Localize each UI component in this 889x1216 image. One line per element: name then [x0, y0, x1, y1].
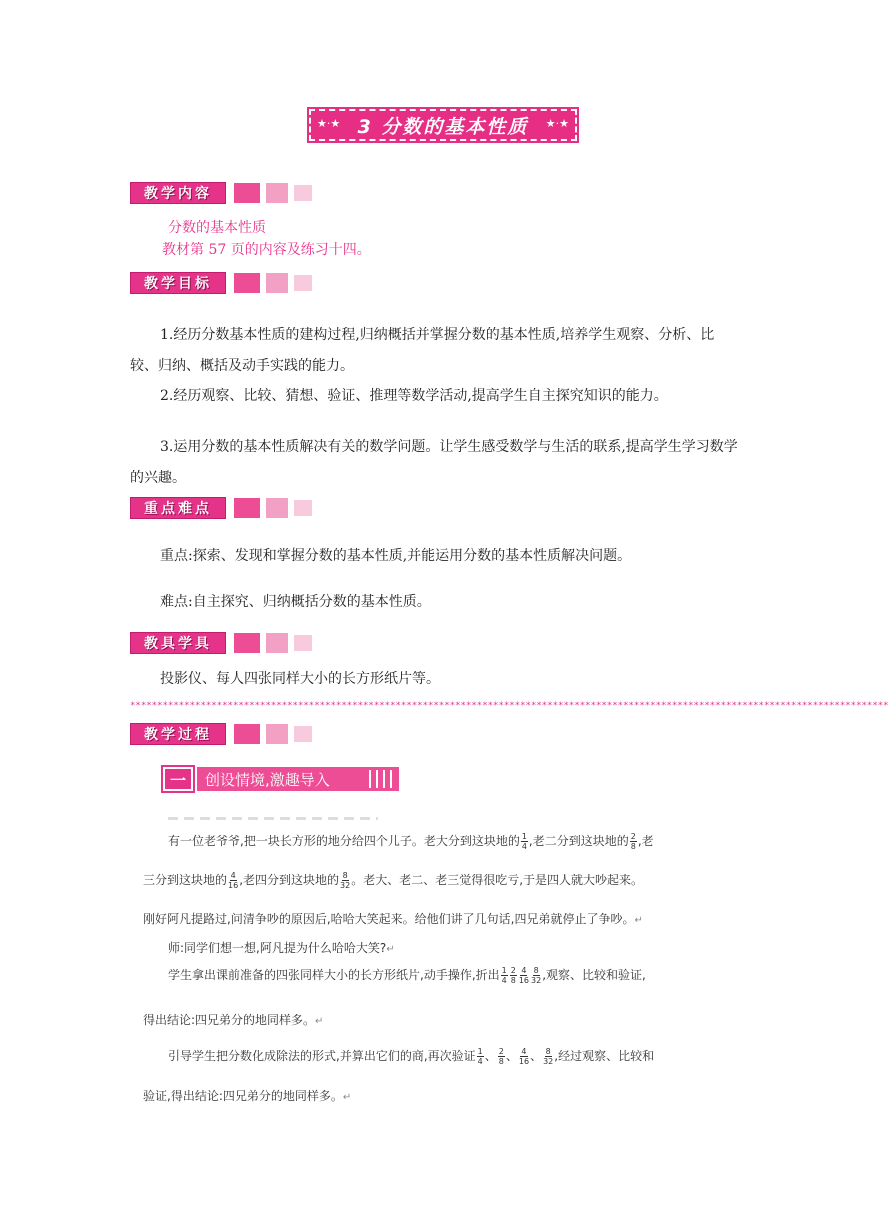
section-header-goals: [130, 271, 312, 295]
faint-scan-line: [168, 817, 378, 820]
content-topic: 分数的基本性质: [168, 220, 266, 236]
return-mark: ↵: [315, 1016, 324, 1027]
fraction-numerator: 2: [498, 1047, 504, 1056]
decor-square: [266, 498, 288, 518]
story-text: 得出结论:四兄弟分的地同样多。: [143, 1013, 316, 1027]
goal-item: 2.经历观察、比较、猜想、验证、推理等数学活动,提高学生自主探究知识的能力。: [160, 388, 668, 404]
fraction-numerator: 8: [342, 871, 348, 880]
story-line: [143, 1088, 351, 1106]
fraction: [519, 1047, 529, 1066]
fraction-denominator: 32: [531, 976, 542, 985]
fraction: [501, 966, 508, 985]
fraction-denominator: 16: [518, 976, 530, 985]
story-line: [168, 1047, 654, 1066]
subsection-number: 一: [163, 767, 193, 791]
decor-square: [294, 635, 312, 651]
separator-mark: 、: [484, 1049, 497, 1063]
story-text: 三分到这块地的: [143, 873, 228, 887]
return-mark: ↵: [634, 915, 643, 926]
fraction-numerator: 2: [510, 966, 516, 975]
story-text: 学生拿出课前准备的四张同样大小的长方形纸片,动手操作,折出: [168, 968, 500, 982]
section-header-tools: [130, 631, 312, 655]
decor-square: [266, 724, 288, 744]
story-line: [168, 966, 646, 985]
section-label: 重点难点: [130, 497, 226, 519]
story-text: ,经过观察、比较和: [554, 1049, 655, 1063]
decor-square: [266, 633, 288, 653]
story-line: [143, 1012, 323, 1030]
fraction-denominator: 8: [630, 842, 636, 851]
section-header-content: [130, 181, 312, 205]
story-text: ,老四分到这块地的: [239, 873, 340, 887]
fraction-denominator: 4: [521, 842, 527, 851]
story-text: 引导学生把分数化成除法的形式,并算出它们的商,再次验证: [168, 1049, 476, 1063]
subsection-title: 创设情境,激趣导入: [205, 770, 330, 789]
decor-square: [234, 273, 260, 293]
fraction-denominator: 16: [228, 881, 239, 890]
fraction-denominator: 32: [543, 1057, 554, 1066]
content-textbook-ref: 教材第 57 页的内容及练习十四。: [162, 242, 371, 258]
section-header-process: [130, 722, 312, 746]
fraction-denominator: 8: [498, 1057, 504, 1066]
fraction: [543, 1047, 553, 1066]
decorative-stars-left: ★·★: [317, 117, 341, 130]
section-label: 教学内容: [130, 182, 226, 204]
return-mark: ↵: [386, 944, 395, 955]
fraction: [498, 1047, 505, 1066]
story-line: [168, 832, 654, 851]
fraction-denominator: 4: [501, 976, 507, 985]
page-title-banner: [309, 109, 577, 141]
story-line: [143, 911, 643, 929]
decorative-stars-right: ★·★: [545, 117, 569, 130]
star-separator: ********************************************************************************************************************************************: [130, 701, 889, 711]
story-text: ,老二分到这块地的: [528, 834, 629, 848]
decor-square: [294, 500, 312, 516]
fraction-denominator: 32: [340, 881, 351, 890]
fraction: [630, 832, 637, 851]
story-line: [168, 940, 395, 958]
decor-square: [234, 633, 260, 653]
story-line: [143, 871, 643, 890]
fraction: [477, 1047, 484, 1066]
fraction-numerator: 2: [630, 832, 636, 841]
fraction: [531, 966, 541, 985]
section-label: 教具学具: [130, 632, 226, 654]
decor-square: [234, 498, 260, 518]
fraction-numerator: 4: [521, 1047, 527, 1056]
story-text: 验证,得出结论:四兄弟分的地同样多。: [143, 1089, 343, 1103]
story-text: 师:同学们想一想,阿凡提为什么哈哈大笑?: [168, 941, 387, 955]
section-header-keypoints: [130, 496, 312, 520]
decor-stripes: [369, 770, 395, 788]
goal-item: 1.经历分数基本性质的建构过程,归纳概括并掌握分数的基本性质,培养学生观察、分析、比较、归纳、概括及动手实践的能力。: [130, 327, 715, 374]
story-text: ,观察、比较和验证,: [542, 968, 646, 982]
fraction-denominator: 16: [518, 1057, 530, 1066]
fraction-numerator: 1: [477, 1047, 483, 1056]
fraction-numerator: 4: [521, 966, 527, 975]
separator-mark: 、: [505, 1049, 518, 1063]
section-label: 教学目标: [130, 272, 226, 294]
fraction: [510, 966, 517, 985]
page-title: 3 分数的基本性质: [357, 115, 529, 138]
fraction-denominator: 4: [477, 1057, 483, 1066]
return-mark: ↵: [342, 1092, 352, 1103]
difficult-point: 难点:自主探究、归纳概括分数的基本性质。: [160, 594, 431, 610]
fraction-numerator: 1: [501, 966, 507, 975]
fraction-numerator: 1: [521, 832, 527, 841]
story-text: 有一位老爷爷,把一块长方形的地分给四个儿子。老大分到这块地的: [168, 834, 520, 848]
fraction: [519, 966, 529, 985]
story-text: 。老大、老二、老三觉得很吃亏,于是四人就大吵起来。: [351, 873, 644, 887]
fraction-numerator: 4: [230, 871, 236, 880]
story-text: ,老: [637, 834, 654, 848]
fraction: [521, 832, 528, 851]
key-point: 重点:探索、发现和掌握分数的基本性质,并能运用分数的基本性质解决问题。: [160, 548, 632, 564]
fraction: [340, 871, 350, 890]
tools-text: 投影仪、每人四张同样大小的长方形纸片等。: [160, 671, 440, 687]
section-label: 教学过程: [130, 723, 226, 745]
fraction: [228, 871, 238, 890]
decor-square: [294, 185, 312, 201]
fraction-numerator: 8: [533, 966, 539, 975]
story-text: 刚好阿凡提路过,问清争吵的原因后,哈哈大笑起来。给他们讲了几句话,四兄弟就停止了争吵。: [143, 912, 635, 926]
goal-item: 3.运用分数的基本性质解决有关的数学问题。让学生感受数学与生活的联系,提高学生学习数学的兴趣。: [130, 439, 738, 486]
decor-square: [266, 273, 288, 293]
decor-square: [266, 183, 288, 203]
decor-square: [234, 724, 260, 744]
fraction-denominator: 8: [510, 976, 516, 985]
separator-mark: 、: [530, 1049, 543, 1063]
subsection-title-box: [197, 767, 399, 791]
fraction-numerator: 8: [545, 1047, 551, 1056]
decor-square: [294, 726, 312, 742]
subsection-bar: [163, 767, 399, 791]
decor-square: [234, 183, 260, 203]
decor-square: [294, 275, 312, 291]
